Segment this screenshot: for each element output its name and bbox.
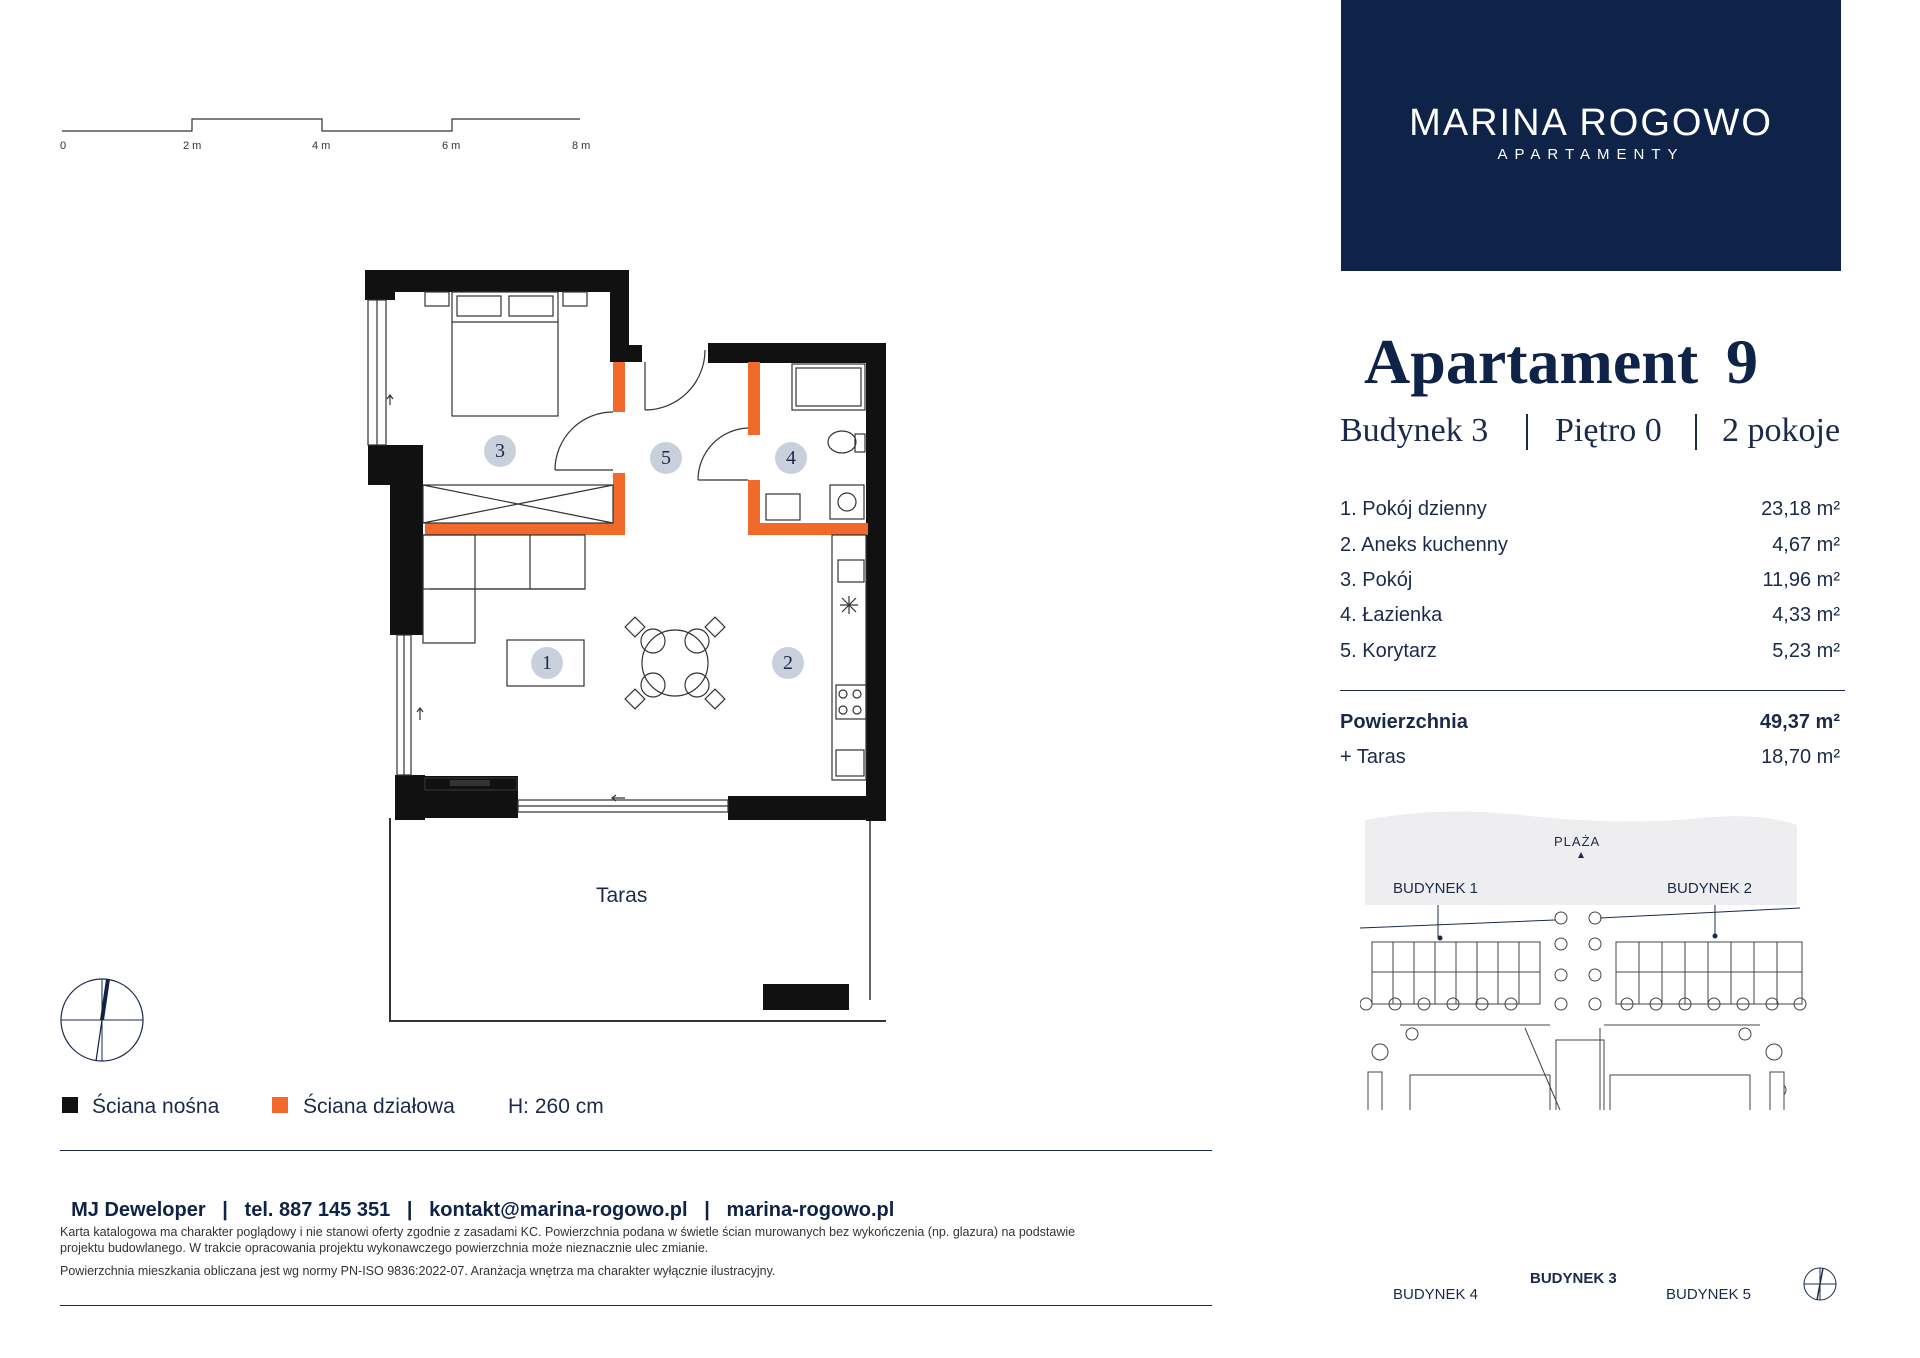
- floor-plan: [360, 265, 900, 1030]
- site-plan: [1360, 810, 1810, 1110]
- room-1-area: 23,18 m²: [1761, 498, 1840, 520]
- room-2-area: 4,67 m²: [1772, 534, 1840, 556]
- scale-bar: [60, 115, 600, 135]
- scale-tick-0: 0: [60, 140, 67, 152]
- footer-divider-bottom: [60, 1305, 1212, 1306]
- room-1-label: 1. Pokój dzienny: [1340, 498, 1487, 520]
- site-building-4-label: BUDYNEK 4: [1393, 1286, 1479, 1303]
- floor-label: Piętro 0: [1555, 412, 1662, 449]
- partition-wall-label: Ściana działowa: [303, 1095, 455, 1118]
- contact-bar: MJ Deweloper | tel. 887 145 351 | kontakt@marina-rogowo.pl | marina-rogowo.pl: [71, 1199, 895, 1221]
- site-compass-icon: [1802, 1266, 1838, 1302]
- terrace-area-value: 18,70 m²: [1761, 746, 1840, 768]
- disclaimer-line-2: projektu budowlanego. W trakcie opracowania projektu wykonawczego powierzchnia może nieznacznie ulec zmianie.: [60, 1241, 709, 1255]
- building-label: Budynek 3: [1340, 412, 1489, 449]
- room-3-area: 11,96 m²: [1762, 569, 1840, 591]
- totals-divider: [1340, 690, 1845, 691]
- room-4-label: 4. Łazienka: [1340, 604, 1443, 626]
- scale-tick-6m: 6 m: [442, 140, 461, 152]
- bearing-wall-label: Ściana nośna: [92, 1095, 220, 1118]
- room-marker-5: 5: [650, 442, 682, 474]
- room-5-label: 5. Korytarz: [1340, 640, 1437, 662]
- apartment-number: 9: [1726, 326, 1758, 397]
- brand-name: MARINA ROGOWO: [1409, 102, 1773, 144]
- scale-tick-8m: 8 m: [572, 140, 591, 152]
- room-marker-2: 2: [772, 647, 804, 679]
- total-area-label: Powierzchnia: [1340, 711, 1468, 733]
- apartment-title: Apartament: [1364, 326, 1699, 397]
- site-building-5-label: BUDYNEK 5: [1666, 1286, 1752, 1303]
- website-link[interactable]: marina-rogowo.pl: [726, 1199, 895, 1221]
- meta-separator: [1526, 414, 1528, 450]
- site-building-1-label: BUDYNEK 1: [1393, 880, 1479, 897]
- footer-divider-top: [60, 1150, 1212, 1151]
- terrace-label: Taras: [596, 884, 648, 907]
- meta-separator: [1695, 414, 1697, 450]
- rooms-count-label: 2 pokoje: [1722, 412, 1841, 449]
- room-3-label: 3. Pokój: [1340, 569, 1413, 591]
- room-marker-3: 3: [484, 435, 516, 467]
- company-name: MJ Deweloper: [71, 1199, 206, 1221]
- compass-icon: [58, 976, 146, 1064]
- disclaimer-line-1: Karta katalogowa ma charakter poglądowy i nie stanowi oferty zgodnie z zasadami KC. Powierzchnia podana w świetle ścian murowanych bez wykończenia (np. glazura) na podstawie: [60, 1225, 1076, 1239]
- total-area-value: 49,37 m²: [1759, 711, 1840, 733]
- room-5-area: 5,23 m²: [1772, 640, 1840, 662]
- room-marker-4: 4: [775, 442, 807, 474]
- scale-tick-4m: 4 m: [312, 140, 331, 152]
- partition-wall-swatch: [272, 1097, 288, 1113]
- terrace-area-label: + Taras: [1340, 746, 1406, 768]
- scale-tick-2m: 2 m: [183, 140, 202, 152]
- ceiling-height: H: 260 cm: [508, 1095, 604, 1118]
- email-link[interactable]: kontakt@marina-rogowo.pl: [429, 1199, 688, 1221]
- room-marker-1: 1: [531, 647, 563, 679]
- phone-link[interactable]: tel. 887 145 351: [244, 1199, 391, 1221]
- bearing-wall-swatch: [62, 1097, 78, 1113]
- disclaimer-line-3: Powierzchnia mieszkania obliczana jest wg normy PN-ISO 9836:2022-07. Aranżacja wnętrza ma charakter wyłącznie ilustracyjny.: [60, 1264, 776, 1278]
- site-building-3-label: BUDYNEK 3: [1530, 1270, 1617, 1287]
- brand-subtitle: APARTAMENTY: [1497, 146, 1685, 163]
- room-4-area: 4,33 m²: [1772, 604, 1840, 626]
- room-2-label: 2. Aneks kuchenny: [1340, 534, 1508, 556]
- site-building-2-label: BUDYNEK 2: [1667, 880, 1753, 897]
- site-beach-label: PLAŻA: [1554, 834, 1601, 849]
